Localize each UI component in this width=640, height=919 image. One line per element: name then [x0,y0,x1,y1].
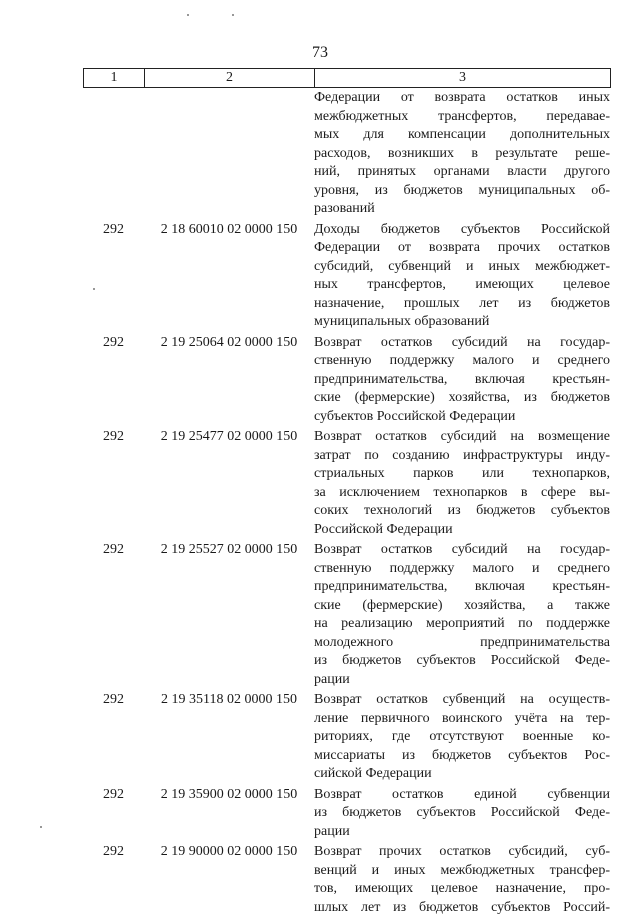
description-cell [314,541,610,689]
description-line: тов, имеющих целевое назначение, про- [314,881,610,896]
column-header-1: 1 [84,69,145,88]
description-line: расходов, возникших в результате реше- [314,145,610,161]
description-line: Федерации от возврата остатков иных [314,90,610,105]
description-line: стриальных парков или технопарков, [314,466,610,481]
description-line: ных трансфертов, имеющих целевое [314,277,610,292]
description-line: Доходы бюджетов субъектов Российской [314,221,610,237]
scan-speck [93,288,95,290]
budget-code-cell: 2 19 35118 02 0000 150 [161,692,297,707]
admin-code-cell: 292 [103,844,124,859]
description-line: ственную поддержку малого и среднего [314,560,610,576]
description-line: риториях, где отсутствуют военные ко- [314,729,610,744]
description-line: ские (фермерские) хозяйства, из бюджетов [314,390,610,405]
description-line: Возврат остатков единой субвенции [314,786,610,802]
description-cell [314,428,610,539]
classification-table-body [83,89,610,919]
description-line: ственную поддержку малого и среднего [314,353,610,368]
description-line: ление первичного воинского учёта на тер- [314,710,610,726]
budget-code-cell: 2 19 25064 02 0000 150 [160,334,298,350]
admin-code-cell: 292 [103,692,124,707]
budget-code-cell: 2 19 25477 02 0000 150 [160,429,298,444]
table-row [83,221,610,332]
description-line: соких технологий из бюджетов субъектов [314,503,610,518]
description-line: сийской Федерации [314,766,432,781]
description-cell [314,691,610,784]
description-line: молодежного предпринимательства [314,634,610,650]
description-line: ний, принятых органами власти другого [314,164,610,179]
column-header-2: 2 [145,69,315,88]
description-line: назначение, прошлых лет из бюджетов [314,295,610,311]
description-cell [314,221,610,332]
column-header-table [83,68,611,88]
table-row [83,786,610,842]
budget-code-cell: 2 18 60010 02 0000 150 [160,221,298,237]
description-line: шлых лет из бюджетов субъектов Россий- [314,899,610,915]
description-line: Возврат остатков субсидий на государ- [314,542,610,557]
description-line: уровня, из бюджетов муниципальных об- [314,182,610,198]
scan-speck [40,826,42,828]
column-header-row [84,69,611,88]
description-cell [314,786,610,842]
description-line: рации [314,823,350,839]
budget-code-cell: 2 19 90000 02 0000 150 [160,844,298,859]
description-line: из бюджетов субъектов Российской Феде- [314,653,610,668]
description-cell [314,334,610,427]
description-cell [314,89,610,219]
description-line: субъектов Российской Федерации [314,408,516,424]
description-cell [314,843,610,917]
scan-speck [232,14,234,16]
description-line: Возврат остатков субсидий на возмещение [314,429,610,444]
description-line: разований [314,201,375,216]
column-header-3: 3 [315,69,611,88]
description-line: предпринимательства, включая крестьян- [314,579,610,594]
description-line: мых для компенсации дополнительных [314,127,610,142]
admin-code-cell: 292 [103,429,124,444]
table-row [83,89,610,219]
description-line: за исключением технопарков в сфере вы- [314,484,610,500]
description-line: ские (фермерские) хозяйства, а также [314,597,610,613]
description-line: субсидий, субвенций и иных межбюджет- [314,258,610,274]
description-line: Возврат прочих остатков субсидий, суб- [314,844,610,859]
description-line: венций и иных межбюджетных трансфер- [314,862,610,878]
description-line: муниципальных образований [314,314,490,329]
description-line: рации [314,671,350,687]
description-line: Российской Федерации [314,521,453,537]
description-line: миссариаты из бюджетов субъектов Рос- [314,747,610,763]
budget-code-cell: 2 19 25527 02 0000 150 [160,542,298,557]
table-row [83,334,610,427]
scan-speck [187,14,189,16]
admin-code-cell: 292 [103,786,124,802]
description-line: Возврат остатков субвенций на осуществ- [314,692,610,707]
description-line: Федерации от возврата прочих остатков [314,240,610,255]
table-row [83,691,610,784]
budget-code-cell: 2 19 35900 02 0000 150 [160,786,298,802]
description-line: затрат по созданию инфраструктуры инду- [314,447,610,463]
table-row [83,428,610,539]
description-line: на реализацию мероприятий по поддержке [314,616,610,631]
page-number: 73 [312,44,328,61]
admin-code-cell: 292 [103,334,124,350]
table-row [83,541,610,689]
table-row [83,843,610,917]
admin-code-cell: 292 [103,221,124,237]
description-line: предпринимательства, включая крестьян- [314,371,610,387]
description-line: межбюджетных трансфертов, передавае- [314,108,610,124]
admin-code-cell: 292 [103,542,124,557]
description-line: Возврат остатков субсидий на государ- [314,334,610,350]
description-line: из бюджетов субъектов Российской Феде- [314,805,610,820]
